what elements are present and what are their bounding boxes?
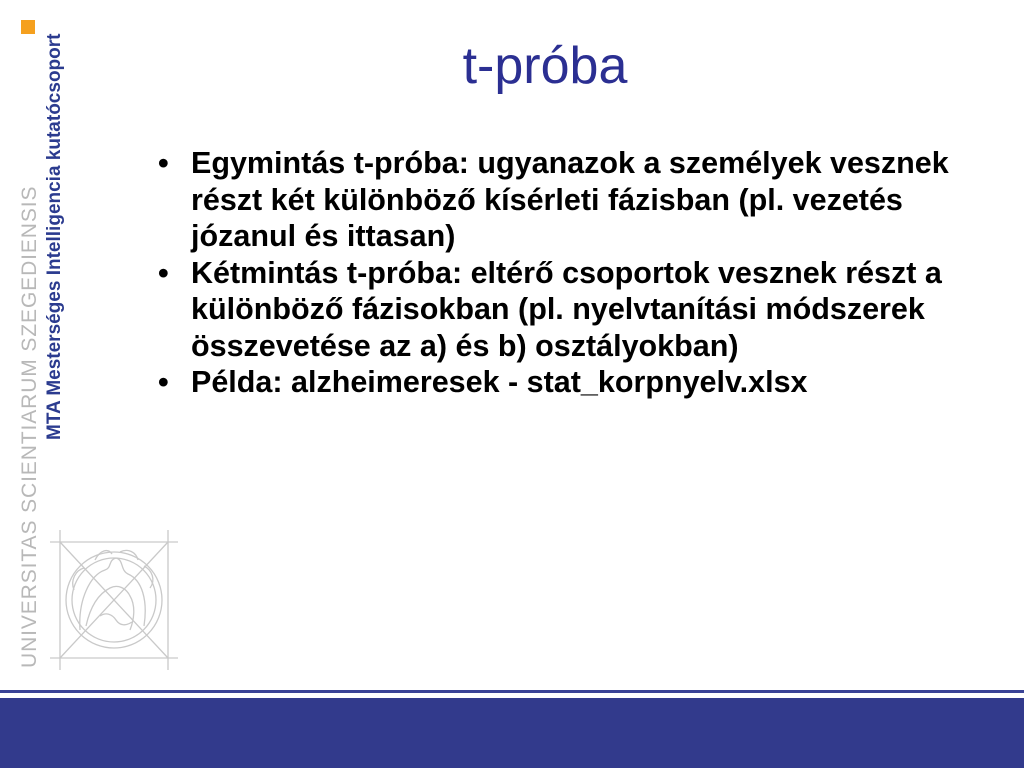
bullet-text: Példa: alzheimeresek - stat_korpnyelv.xlsx <box>191 365 808 399</box>
slide-title: t-próba <box>462 37 628 95</box>
university-seal-icon <box>50 530 178 670</box>
bullet-text: Kétmintás t-próba: eltérő csoportok vesznek részt a különböző fázisokban (pl. nyelvtanítási módszerek összevetése az a) és b) osztályokban) <box>191 255 942 363</box>
bullet-item <box>150 255 960 365</box>
bullet-marker: • <box>158 146 169 180</box>
orange-square-icon <box>21 20 35 34</box>
university-name-label: UNIVERSITAS SCIENTIARUM SZEGEDIENSIS <box>18 185 41 668</box>
bullet-item <box>150 145 960 255</box>
bullet-list <box>150 145 960 401</box>
research-group-label: MTA Mesterséges Intelligencia kutatócsoport <box>44 33 65 440</box>
footer-bar <box>0 698 1024 768</box>
bullet-text: Egymintás t-próba: ugyanazok a személyek vesznek részt két különböző kísérleti fázisban (pl. vezetés józanul és ittasan) <box>191 146 949 253</box>
footer-divider <box>0 690 1024 693</box>
bullet-item <box>150 364 960 401</box>
bullet-marker: • <box>158 255 169 290</box>
bullet-marker: • <box>158 365 169 399</box>
